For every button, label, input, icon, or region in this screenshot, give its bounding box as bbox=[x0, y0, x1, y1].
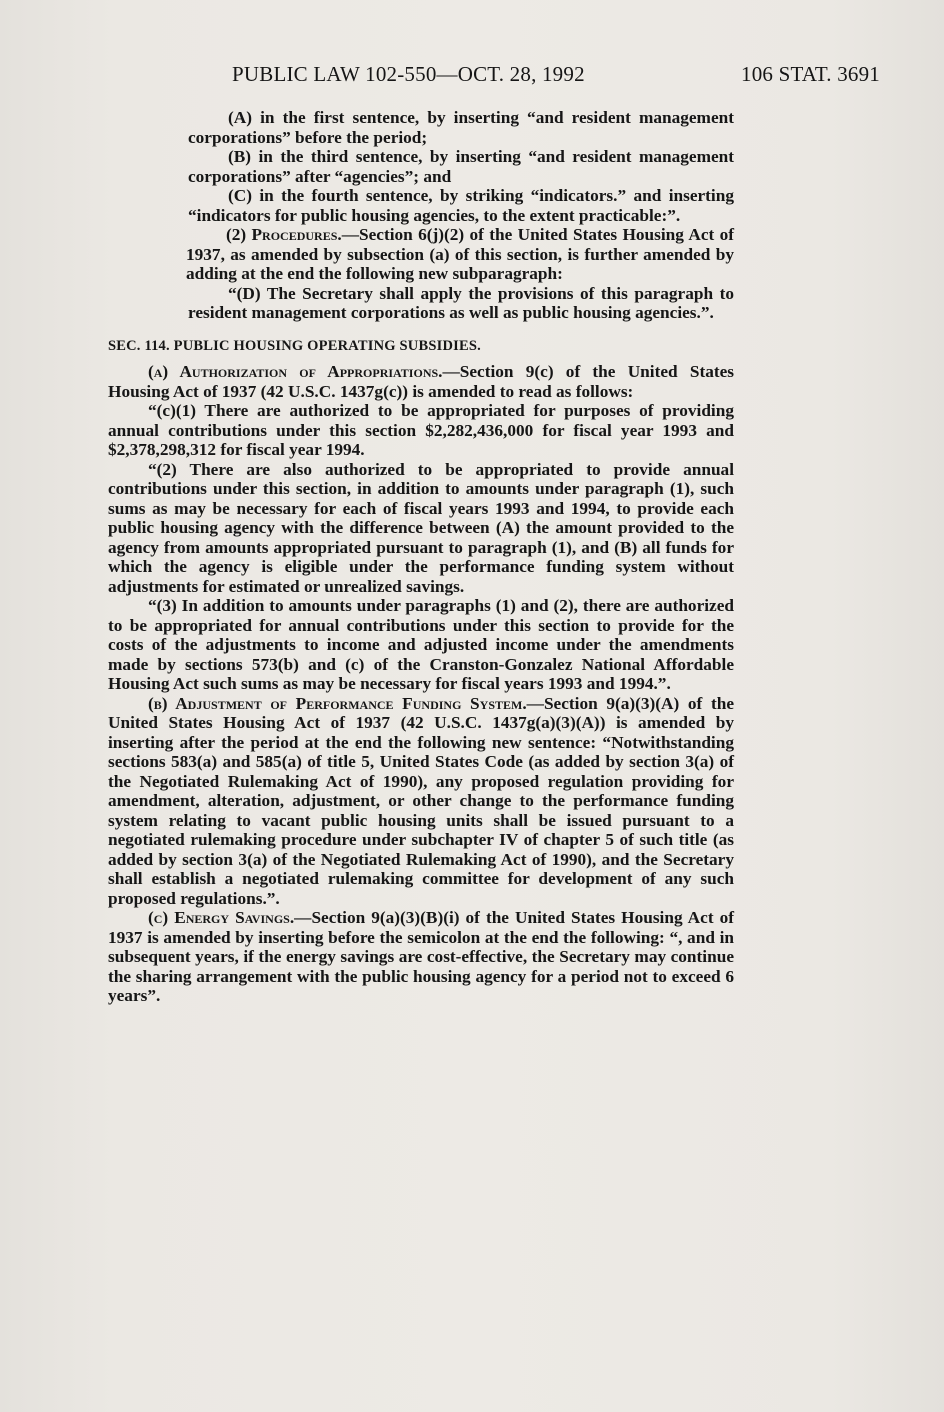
paragraph-2-procedures bbox=[108, 225, 734, 284]
authorization-heading: (a) Authorization of Appropriations. bbox=[148, 362, 443, 381]
paragraph-2-additional: “(2) There are also authorized to be appropriated to provide annual contributions under this section, in addition to amounts under paragraph (1), such sums as may be necessary for each of fiscal years 1993 and 1994, to provide each public housing agency with the difference between (A) the amount provided to the agency from amounts appropriated pursuant to paragraph (1), and (B) all funds for which the agency is eligible under the performance funding system without adjustments for estimated or unrealized savings. bbox=[108, 459, 734, 596]
paragraph-c-fourth-sentence: (C) in the fourth sentence, by striking “indicators.” and inserting “indicators for public housing agencies, to the extent practicable:”. bbox=[188, 186, 734, 225]
performance-funding-text: —Section 9(a)(3)(A) of the United States Housing Act of 1937 (42 U.S.C. 1437g(a)(3)(A)) is amended by inserting after the period at the end the following new sentence: “Notwithstanding sections 583(a) and 585(a) of title 5, United States Code (as added by section 3(a) of the Negotiated Rulemaking Act of 1990), any proposed regulation providing for amendment, alteration, adjustment, or other change to the performance funding system relating to vacant public housing units shall be issued pursuant to a negotiated rulemaking procedure under subchapter IV of chapter 5 of such title (as added by section 3(a) of the Negotiated Rulemaking Act of 1990), and the Secretary shall establish a negotiated rulemaking committee for development of any such proposed regulations.”. bbox=[108, 693, 734, 908]
page-header bbox=[232, 62, 880, 90]
paragraph-b-third-sentence: (B) in the third sentence, by inserting “and resident management corporations” after “agencies”; and bbox=[188, 147, 734, 186]
paragraph-d-secretary: “(D) The Secretary shall apply the provisions of this paragraph to resident management corporations as well as public housing agencies.”. bbox=[188, 283, 734, 322]
paragraph-3-adjustments: “(3) In addition to amounts under paragraphs (1) and (2), there are authorized to be appropriated for annual contributions under this section to provide for the costs of the adjustments to income and adjusted income under the amendments made by sections 573(b) and (c) of the Cranston-Gonzalez National Affordable Housing Act such sums as may be necessary for fiscal years 1993 and 1994.”. bbox=[108, 596, 734, 693]
body-text bbox=[108, 108, 734, 1006]
paragraph-c-energy-savings bbox=[108, 908, 734, 1006]
authorization-text: —Section 9(c) of the United States Housing Act of 1937 (42 U.S.C. 1437g(c)) is amended to read as follows: bbox=[108, 362, 735, 401]
performance-funding-heading: (b) Adjustment of Performance Funding System. bbox=[148, 693, 527, 713]
header-law-citation: PUBLIC LAW 102-550—OCT. 28, 1992 bbox=[232, 62, 585, 86]
paragraph-b-performance-funding bbox=[108, 694, 734, 909]
paragraph-a-first-sentence: (A) in the first sentence, by inserting “and resident management corporations” before the period; bbox=[188, 108, 734, 147]
header-stat-page: 106 STAT. 3691 bbox=[741, 62, 880, 86]
procedures-heading: (2) Procedures. bbox=[226, 225, 342, 244]
energy-savings-text: —Section 9(a)(3)(B)(i) of the United States Housing Act of 1937 is amended by inserting before the semicolon at the end the following: “, and in subsequent years, if the energy savings are cost-effective, the Secretary may continue the sharing arrangement with the public housing agency for a period not to exceed 6 years”. bbox=[108, 908, 734, 1005]
energy-savings-heading: (c) Energy Savings. bbox=[148, 908, 295, 927]
procedures-text: —Section 6(j)(2) of the United States Housing Act of 1937, as amended by subsection (a) of this section, is further amended by adding at the end the following new subparagraph: bbox=[186, 225, 734, 283]
section-114-title: SEC. 114. PUBLIC HOUSING OPERATING SUBSIDIES. bbox=[108, 337, 481, 354]
paragraph-c1-appropriations: “(c)(1) There are authorized to be appropriated for purposes of providing annual contributions under this section $2,282,436,000 for fiscal year 1993 and $2,378,298,312 for fiscal year 1994. bbox=[108, 401, 734, 459]
paragraph-a-authorization bbox=[108, 362, 734, 401]
